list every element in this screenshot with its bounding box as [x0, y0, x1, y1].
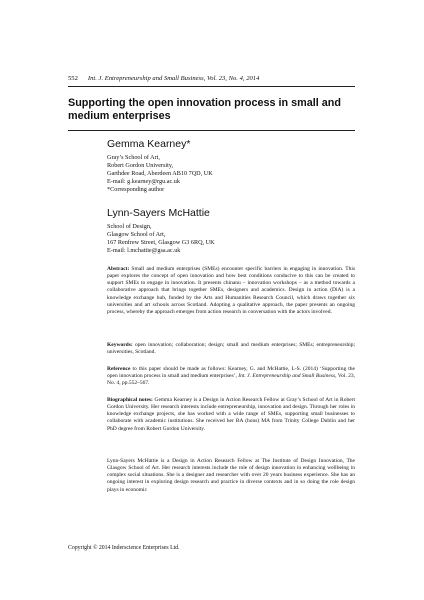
author-name-1: Gemma Kearney*: [107, 138, 191, 150]
corresponding-author-note: *Corresponding author: [107, 186, 165, 193]
running-header: [68, 75, 358, 82]
keywords-text: open innovation; collaboration; design; small and medium enterprises; SMEs; entrepreneurship; universities, Scotland.: [107, 342, 356, 356]
affiliation-line: Gray’s School of Art,: [107, 154, 160, 161]
bio-text-kearney: Gemma Kearney is a Design in Action Research Fellow at Gray’s School of Art in Robert Gordon University. Her research interests include entrepreneurship, innovation and design. Through her roles in knowledge exchange projects, she has worked with a wide range of SMEs, supporting small businesses to collaborate with academic institutions. She received her BA (hons) MA from Trinity College Dublin and her PhD degree from Robert Gordon University.: [107, 397, 355, 432]
bio-label: Biographical notes:: [107, 397, 153, 403]
keywords: [107, 342, 355, 356]
title-rule: [68, 130, 355, 131]
reference-journal: Int. J. Entrepreneurship and Small Business,: [238, 373, 337, 380]
abstract-label: Abstract:: [107, 266, 130, 272]
affiliation-line: Garthdee Road, Aberdeen AB10 7QD, UK: [107, 170, 213, 177]
affiliation-line: Glasgow School of Art,: [107, 231, 166, 238]
paper-title: [68, 97, 358, 123]
author-affiliation-2: [107, 223, 337, 255]
reference: [107, 366, 355, 387]
abstract: [107, 266, 355, 316]
author-name-2: Lynn-Sayers McHattie: [107, 207, 210, 219]
journal-citation: Int. J. Entrepreneurship and Small Business, Vol. 23, No. 4, 2014: [87, 75, 260, 82]
header-rule: [68, 86, 355, 87]
author-affiliation-1: [107, 154, 337, 194]
affiliation-line: School of Design,: [107, 223, 152, 230]
biographical-notes: [107, 397, 355, 433]
title-line-1: Supporting the open innovation process in small and: [68, 97, 341, 109]
author-email: E-mail: l.mchattie@gsa.ac.uk: [107, 247, 181, 254]
affiliation-line: Robert Gordon University,: [107, 162, 174, 169]
author-email: E-mail: g.kearney@rgu.ac.uk: [107, 178, 180, 185]
affiliation-line: 167 Renfrew Street, Glasgow G3 6RQ, UK: [107, 239, 215, 246]
reference-text: to this paper should be made as follows: Kearney, G. and McHattie, L-S. (2014) ‘Supporting the open innovation process in small and medium enterprises’,: [107, 366, 356, 380]
reference-volume: Vol. 23, No. 4, pp.552–567.: [107, 373, 356, 387]
page-number: 552: [68, 75, 78, 82]
copyright-notice: Copyright © 2014 Inderscience Enterprises Ltd.: [68, 545, 180, 551]
title-line-2: medium enterprises: [68, 110, 171, 122]
bio-text-mchattie: Lynn-Sayers McHattie is a Design in Action Research Fellow at The Institute of Design Innovation, The Glasgow School of Art. Her research interests include the role of design innovation in enhancing wellbeing in complex social situations. She is a designer and researcher with over 20 years business experience. She has an ongoing interest in exploring design research and practice in diverse contexts and in so doing the role design plays in economic: [107, 458, 355, 493]
reference-label: Reference: [107, 366, 131, 372]
keywords-label: Keywords:: [107, 342, 133, 348]
abstract-text: Small and medium enterprises (SMEs) encounter specific barriers in engaging in innovation. This paper explores the concept of open innovation and how best conditions conducive to this can be created to support SMEs to engage in innovation. It presents chinanu – innovation workshops – as a method towards a collaborative approach that brings together SMEs, designers and academics. Design in action (DiA) is a knowledge exchange hub, funded by the Arts and Humanities Research Council, which draws together six universities and art schools across Scotland. Adopting a qualitative approach, the paper presents an ongoing process, whereby the approach emerges from action research in conversation with the actors involved.: [107, 266, 355, 315]
